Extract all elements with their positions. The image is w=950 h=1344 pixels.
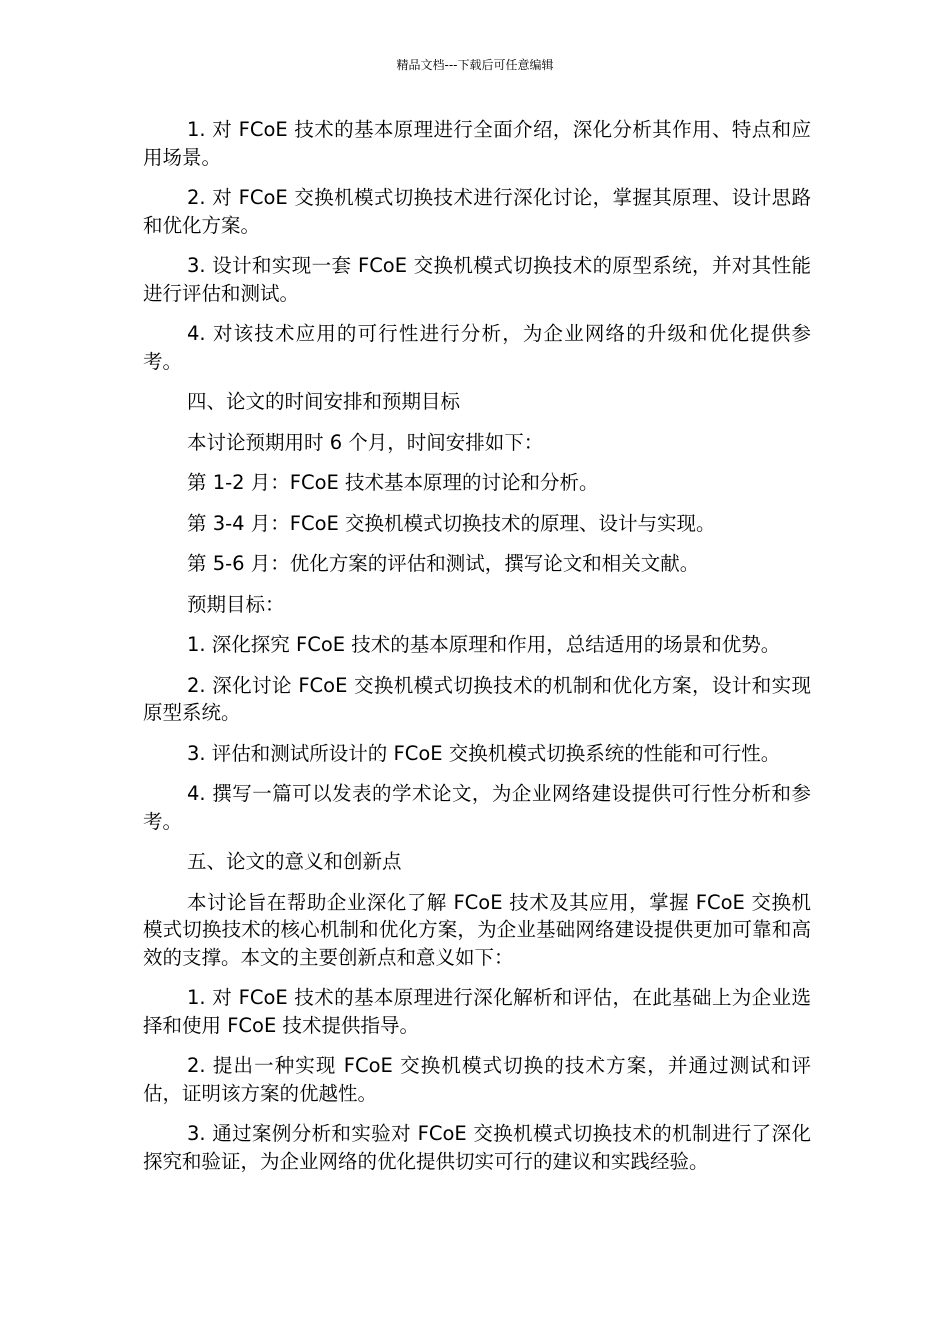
section-heading-significance: 五、论文的意义和创新点 <box>187 850 402 873</box>
section-heading-schedule: 四、论文的时间安排和预期目标 <box>187 390 461 413</box>
goal-item-3: 3. 评估和测试所设计的 FCoE 交换机模式切换系统的性能和可行性。 <box>187 741 781 765</box>
document-body <box>143 116 811 1188</box>
goal-item-4: 4. 撰写一篇可以发表的学术论文，为企业网络建设提供可行性分析和参考。 <box>143 782 811 833</box>
schedule-item-month-3-4: 第 3-4 月：FCoE 交换机模式切换技术的原理、设计与实现。 <box>187 511 716 535</box>
page-header: 精品文档---下载后可任意编辑 <box>396 58 554 72</box>
expected-goals-label: 预期目标： <box>187 592 285 616</box>
paragraph-objective-1: 1. 对 FCoE 技术的基本原理进行全面介绍，深化分析其作用、特点和应用场景。 <box>143 118 811 169</box>
paragraph-objective-4: 4. 对该技术应用的可行性进行分析，为企业网络的升级和优化提供参考。 <box>143 322 811 373</box>
schedule-item-month-1-2: 第 1-2 月：FCoE 技术基本原理的讨论和分析。 <box>187 471 599 494</box>
paragraph-significance-intro: 本讨论旨在帮助企业深化了解 FCoE 技术及其应用，掌握 FCoE 交换机模式切换技术的核心机制和优化方案，为企业基础网络建设提供更加可靠和高效的支撑。本文的主要创新点和意义如下： <box>143 890 811 969</box>
innovation-item-2: 2. 提出一种实现 FCoE 交换机模式切换的技术方案，并通过测试和评估，证明该方案的优越性。 <box>143 1054 811 1105</box>
goal-item-1: 1. 深化探究 FCoE 技术的基本原理和作用，总结适用的场景和优势。 <box>187 633 781 656</box>
paragraph-schedule-intro: 本讨论预期用时 6 个月，时间安排如下： <box>187 430 544 454</box>
paragraph-objective-2: 2. 对 FCoE 交换机模式切换技术进行深化讨论，掌握其原理、设计思路和优化方案。 <box>143 186 811 237</box>
goal-item-2: 2. 深化讨论 FCoE 交换机模式切换技术的机制和优化方案，设计和实现原型系统。 <box>143 673 811 724</box>
schedule-item-month-5-6: 第 5-6 月：优化方案的评估和测试，撰写论文和相关文献。 <box>187 552 700 575</box>
innovation-item-3: 3. 通过案例分析和实验对 FCoE 交换机模式切换技术的机制进行了深化探究和验证，为企业网络的优化提供切实可行的建议和实践经验。 <box>143 1122 811 1173</box>
paragraph-objective-3: 3. 设计和实现一套 FCoE 交换机模式切换技术的原型系统，并对其性能进行评估和测试。 <box>143 254 811 305</box>
innovation-item-1: 1. 对 FCoE 技术的基本原理进行深化解析和评估，在此基础上为企业选择和使用 FCoE 技术提供指导。 <box>143 986 811 1037</box>
